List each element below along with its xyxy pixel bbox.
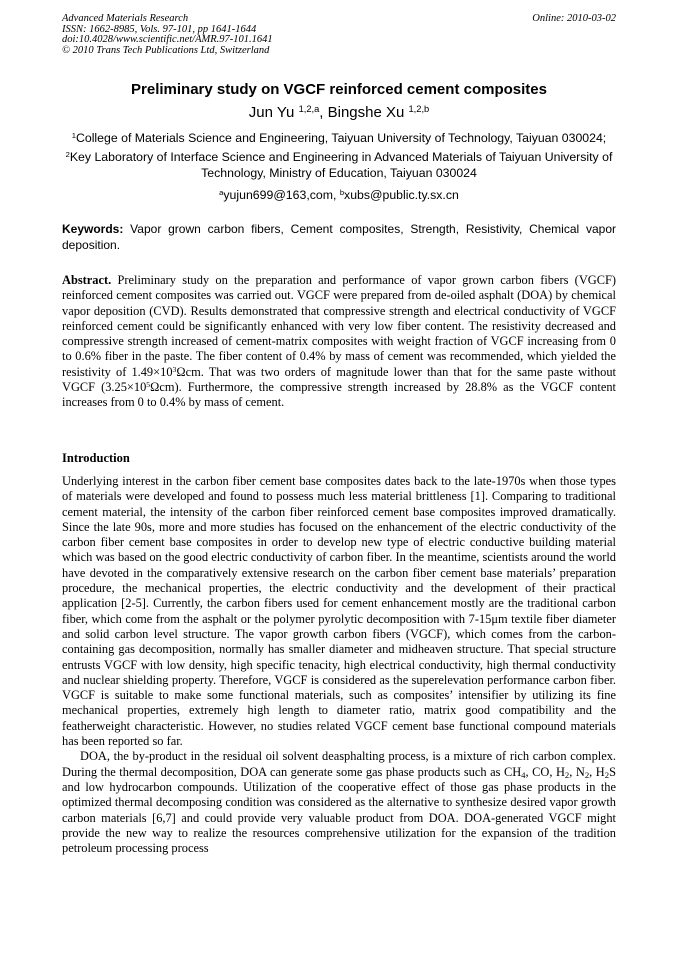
affiliation-text: Key Laboratory of Interface Science and Engineering in Advanced Materials of Taiyuan University of Technology, Ministry of Education, Taiyuan 030024 [69,150,613,180]
abstract-label: Abstract. [62,273,112,287]
email-address: yujun699@163,com [223,188,333,202]
introduction-body [62,474,616,856]
journal-name: Advanced Materials Research [62,13,189,24]
author-line [40,104,638,121]
keywords [62,221,616,253]
subscript: 2 [584,769,590,780]
author-affiliation-mark: 1,2,a [298,103,320,114]
section-heading-introduction: Introduction [62,451,130,465]
keywords-label: Keywords: [62,222,124,236]
abstract-text: Preliminary study on the preparation and performance of vapor grown carbon fibers (VGCF) reinforced cement composites was carried out. VGCF were prepared from de-oiled asphalt (DOA) by chemical vapor deposition (CVD). Results demonstrated that compressive strength and electrical conductivity of VGCF reinforced cement could be significantly enhanced with very low fiber content. The resistivity decreased and compressive strength increased of cement-matrix composites with weight fraction of VGCF increasing from 0 to 0.6% fiber in the paste. The fiber content of 0.4% by mass of cement was recommended, which yielded the resistivity of 1.49×10 [62,273,616,379]
affiliation-mark: 2 [65,149,70,159]
affiliation-2 [56,150,622,181]
paragraph: Underlying interest in the carbon fiber cement base composites dates back to the late-1970s when those types of materials were developed and found to possess much less material brittleness [1]. Comparing to traditional cement material, the intensity of the carbon fiber reinforced cement base composites improved dramatically. Since the late 90s, more and more studies has focused on the enhancement of the electric conductivity of the carbon fiber cement base composites in order to develop new type of electric conductive building material which was based on the good electric conductivity of carbon fiber. In the meantime, scientists around the world have devoted in the comparatively extensive research on the carbon fiber cement base materials’ preparation procedure, the mechanical properties, the electric conductivity and the development of their practical application [2-5]. Currently, the carbon fibers used for cement enhancement mostly are the traditional carbon fiber, which come from the asphalt or the polymer pyrolytic decomposition with 7-15μm textile fiber diameter and solid carbon level structure. The vapor growth carbon fibers (VGCF), which comes from the carbon-containing gas decomposition, normally has smaller diameter and midheaven structure. That special structure entrusts VGCF with low density, high specific tenacity, high electrical conductivity, high thermal conductivity and nuclear shielding property. Therefore, VGCF is considered as the superelevation performance carbon fiber. VGCF is suitable to make some functional materials, such as composites’ intensifier by utilizing its fine mechanical properties, extremely high length to diameter ratio, matrix good compatibility and the featherweight characteristic. However, no studies related VGCF cement base functional compound materials has been reported so far. [62,474,616,749]
paragraph-text: S and low hydrocarbon compounds. Utilization of the cooperative effect of those gas phase products in the optimized thermal decomposing condition was considered as the alternative to synthesize desired vapor growth carbon materials [6,7] and could provide very valuable product from DOA. DOA-generated VGCF might provide the new way to realize the resources comprehensive utilization for the expansion of the tradition petroleum processing process [62,764,616,856]
affiliation-1 [56,131,622,147]
paragraph-text: , H [589,764,605,779]
keywords-text: Vapor grown carbon fibers, Cement composites, Strength, Resistivity, Chemical vapor deposition. [62,222,616,252]
paragraph-text: , CO, H [525,764,565,779]
email-line [56,188,622,204]
paper-title: Preliminary study on VGCF reinforced cement composites [131,81,547,98]
affiliation-mark: 1 [71,130,76,140]
affiliation-text: College of Materials Science and Engineering, Taiyuan University of Technology, Taiyuan 030024; [75,131,607,145]
email-mark: b [339,187,345,197]
author-affiliation-mark: 1,2,b [408,103,430,114]
abstract-text: Ωcm). Furthermore, the compressive strength increased by 28.8% as the VGCF content increases from 0 to 0.4% by mass of cement. [62,380,616,410]
journal-header [62,14,616,56]
author-name: Jun Yu [248,104,295,121]
email-address: xubs@public.ty.sx.cn [344,188,459,202]
subscript: 4 [521,769,526,780]
author-name: Bingshe Xu [327,104,405,121]
exponent: 3 [172,364,177,374]
paragraph [62,749,616,856]
doi-line: doi:10.4028/www.scientific.net/AMR.97-101.1641 [62,34,273,45]
abstract-text: Ωcm. That was two orders of magnitude lower than that for the same paste without VGCF (3.25×10 [62,364,616,395]
subscript: 2 [604,769,610,780]
abstract [62,273,616,411]
paragraph-text: , N [569,764,585,779]
subscript: 2 [564,769,570,780]
email-separator: , [332,188,340,202]
paragraph-text: DOA, the by-product in the residual oil solvent deasphalting process, is a mixture of rich carbon complex. During the thermal decomposition, DOA can generate some gas phase products such as CH [62,749,616,779]
online-date: Online: 2010-03-02 [532,13,616,24]
exponent: 5 [146,379,151,389]
author-separator: , [319,104,328,121]
copyright-line: © 2010 Trans Tech Publications Ltd, Switzerland [62,44,270,56]
issn-line: ISSN: 1662-8985, Vols. 97-101, pp 1641-1644 [62,23,257,35]
email-mark: a [219,187,224,197]
